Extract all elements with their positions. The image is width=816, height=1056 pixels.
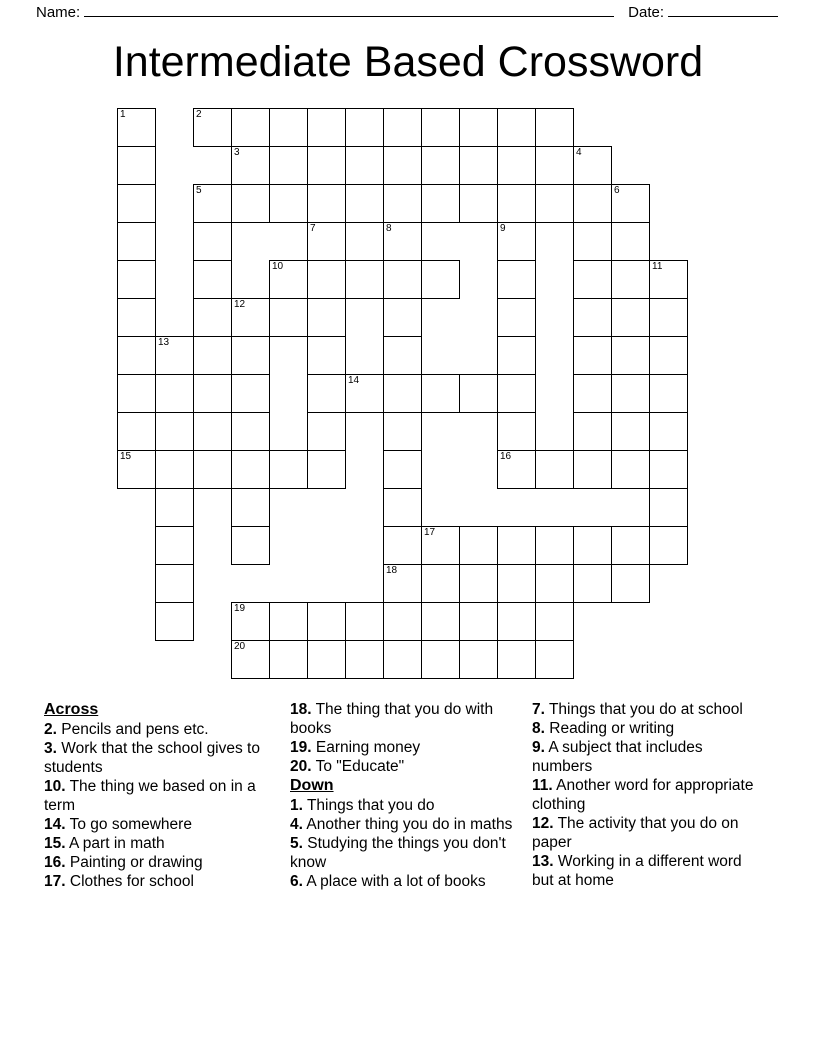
grid-cell[interactable] — [649, 412, 688, 451]
grid-cell[interactable] — [649, 374, 688, 413]
date-blank-line[interactable] — [668, 4, 778, 17]
clue-number: 4. — [290, 816, 303, 833]
grid-cell[interactable] — [383, 298, 422, 337]
grid-cell[interactable] — [535, 640, 574, 679]
grid-cell[interactable] — [421, 374, 460, 413]
grid-cell[interactable] — [117, 222, 156, 261]
clue-number: 11. — [532, 777, 553, 794]
grid-cell[interactable] — [649, 336, 688, 375]
grid-cell[interactable] — [383, 602, 422, 641]
clue-down-4 — [290, 815, 518, 834]
grid-cell[interactable] — [383, 184, 422, 223]
grid-cell[interactable] — [193, 260, 232, 299]
clue-text: To "Educate" — [315, 758, 405, 775]
grid-cell[interactable] — [573, 336, 612, 375]
grid-cell[interactable] — [231, 298, 270, 337]
clue-text: Studying the things you don't know — [290, 835, 506, 871]
grid-cell[interactable] — [345, 640, 384, 679]
grid-cell[interactable] — [307, 146, 346, 185]
grid-cell-number: 4 — [576, 147, 582, 158]
grid-cell[interactable] — [117, 298, 156, 337]
grid-cell[interactable] — [459, 146, 498, 185]
grid-cell[interactable] — [231, 450, 270, 489]
clue-number: 3. — [44, 740, 57, 757]
across-heading: Across — [44, 701, 99, 718]
clue-number: 8. — [532, 720, 545, 737]
grid-cell[interactable] — [193, 184, 232, 223]
clue-down-6 — [290, 872, 518, 891]
grid-cell[interactable] — [535, 108, 574, 147]
grid-cell[interactable] — [117, 336, 156, 375]
grid-cell[interactable] — [155, 602, 194, 641]
grid-cell[interactable] — [459, 564, 498, 603]
clue-across-20 — [290, 757, 518, 776]
clue-across-2 — [44, 720, 276, 739]
grid-cell[interactable] — [117, 412, 156, 451]
clue-across-19 — [290, 738, 518, 757]
grid-cell[interactable] — [649, 298, 688, 337]
grid-cell[interactable] — [611, 374, 650, 413]
grid-cell-number: 8 — [386, 223, 392, 234]
grid-cell[interactable] — [269, 146, 308, 185]
grid-cell[interactable] — [421, 602, 460, 641]
grid-cell[interactable] — [155, 374, 194, 413]
grid-cell[interactable] — [573, 526, 612, 565]
grid-cell[interactable] — [497, 260, 536, 299]
grid-cell[interactable] — [307, 602, 346, 641]
clue-number: 14. — [44, 816, 66, 833]
grid-cell[interactable] — [193, 222, 232, 261]
grid-cell-number: 20 — [234, 641, 246, 652]
clue-text: Earning money — [315, 739, 421, 756]
clue-number: 5. — [290, 835, 303, 852]
grid-cell-number: 18 — [386, 565, 398, 576]
name-label: Name: — [36, 4, 81, 21]
grid-cell[interactable] — [497, 108, 536, 147]
grid-cell[interactable] — [193, 108, 232, 147]
clue-number: 12. — [532, 815, 554, 832]
clue-number: 9. — [532, 739, 545, 756]
clue-number: 17. — [44, 873, 66, 890]
grid-cell[interactable] — [611, 450, 650, 489]
grid-cell[interactable] — [459, 640, 498, 679]
grid-cell[interactable] — [307, 640, 346, 679]
grid-cell[interactable] — [497, 374, 536, 413]
grid-cell[interactable] — [535, 146, 574, 185]
grid-cell-number: 13 — [158, 337, 170, 348]
grid-cell[interactable] — [459, 602, 498, 641]
grid-cell[interactable] — [155, 336, 194, 375]
grid-cell[interactable] — [421, 184, 460, 223]
clue-number: 1. — [290, 797, 303, 814]
grid-cell-number: 10 — [272, 261, 284, 272]
grid-cell[interactable] — [269, 602, 308, 641]
grid-cell-number: 6 — [614, 185, 620, 196]
grid-cell-number: 5 — [196, 185, 202, 196]
grid-cell[interactable] — [497, 336, 536, 375]
clue-text: The thing that you do with books — [290, 701, 494, 737]
page-title: Intermediate Based Crossword — [112, 38, 704, 86]
grid-cell[interactable] — [611, 184, 650, 223]
down-heading: Down — [290, 777, 334, 794]
clue-number: 20. — [290, 758, 312, 775]
clue-number: 19. — [290, 739, 312, 756]
grid-cell[interactable] — [383, 450, 422, 489]
grid-cell[interactable] — [117, 108, 156, 147]
grid-cell[interactable] — [573, 450, 612, 489]
grid-cell[interactable] — [383, 412, 422, 451]
grid-cell[interactable] — [345, 260, 384, 299]
grid-cell[interactable] — [345, 184, 384, 223]
grid-cell[interactable] — [611, 336, 650, 375]
grid-cell[interactable] — [611, 564, 650, 603]
grid-cell[interactable] — [421, 146, 460, 185]
grid-cell[interactable] — [307, 450, 346, 489]
grid-cell[interactable] — [193, 412, 232, 451]
clue-number: 6. — [290, 873, 303, 890]
grid-cell[interactable] — [231, 526, 270, 565]
grid-cell[interactable] — [345, 146, 384, 185]
grid-cell[interactable] — [649, 526, 688, 565]
grid-cell-number: 16 — [500, 451, 512, 462]
grid-cell[interactable] — [383, 222, 422, 261]
clues-column-1 — [44, 700, 276, 891]
grid-cell-number: 14 — [348, 375, 360, 386]
grid-cell-number: 11 — [652, 261, 663, 272]
grid-cell[interactable] — [269, 640, 308, 679]
grid-cell[interactable] — [383, 108, 422, 147]
grid-cell[interactable] — [345, 108, 384, 147]
grid-cell[interactable] — [421, 108, 460, 147]
grid-cell[interactable] — [231, 374, 270, 413]
grid-cell[interactable] — [231, 412, 270, 451]
clue-down-7 — [532, 700, 764, 719]
clue-text: Things that you do — [306, 797, 435, 814]
clue-number: 16. — [44, 854, 66, 871]
grid-cell-number: 9 — [500, 223, 506, 234]
grid-cell-number: 1 — [120, 109, 126, 120]
clue-across-15 — [44, 834, 276, 853]
crossword-grid[interactable] — [117, 108, 701, 692]
clue-text: Working in a different word but at home — [532, 853, 742, 889]
grid-cell[interactable] — [459, 184, 498, 223]
grid-cell[interactable] — [535, 526, 574, 565]
grid-cell[interactable] — [383, 260, 422, 299]
grid-cell[interactable] — [497, 222, 536, 261]
clue-across-3 — [44, 739, 276, 777]
grid-cell[interactable] — [459, 526, 498, 565]
grid-cell[interactable] — [459, 374, 498, 413]
grid-cell[interactable] — [573, 564, 612, 603]
grid-cell[interactable] — [421, 564, 460, 603]
clue-down-5 — [290, 834, 518, 872]
clue-down-8 — [532, 719, 764, 738]
grid-cell[interactable] — [573, 222, 612, 261]
grid-cell[interactable] — [307, 222, 346, 261]
grid-cell[interactable] — [535, 450, 574, 489]
clue-text: A part in math — [69, 835, 165, 852]
grid-cell[interactable] — [231, 602, 270, 641]
grid-cell[interactable] — [497, 412, 536, 451]
clue-text: To go somewhere — [69, 816, 192, 833]
grid-cell[interactable] — [307, 260, 346, 299]
grid-cell[interactable] — [459, 108, 498, 147]
clue-text: Painting or drawing — [69, 854, 203, 871]
grid-cell[interactable] — [155, 488, 194, 527]
grid-cell[interactable] — [269, 450, 308, 489]
clue-text: Work that the school gives to students — [44, 740, 260, 776]
grid-cell[interactable] — [497, 640, 536, 679]
grid-cell[interactable] — [231, 336, 270, 375]
grid-cell[interactable] — [497, 564, 536, 603]
grid-cell[interactable] — [345, 374, 384, 413]
grid-cell[interactable] — [117, 260, 156, 299]
grid-cell[interactable] — [611, 222, 650, 261]
grid-cell[interactable] — [573, 260, 612, 299]
grid-cell[interactable] — [155, 564, 194, 603]
grid-cell[interactable] — [193, 374, 232, 413]
grid-cell[interactable] — [231, 108, 270, 147]
grid-cell[interactable] — [497, 450, 536, 489]
grid-cell[interactable] — [497, 526, 536, 565]
clue-text: Reading or writing — [549, 720, 675, 737]
grid-cell[interactable] — [231, 488, 270, 527]
grid-cell[interactable] — [269, 260, 308, 299]
grid-cell[interactable] — [649, 450, 688, 489]
grid-cell[interactable] — [573, 146, 612, 185]
clues-section — [44, 700, 780, 891]
grid-cell[interactable] — [383, 564, 422, 603]
grid-cell[interactable] — [383, 374, 422, 413]
grid-cell[interactable] — [383, 146, 422, 185]
clue-down-9 — [532, 738, 764, 776]
name-blank-line[interactable] — [84, 4, 614, 17]
clue-down-13 — [532, 852, 764, 890]
grid-cell[interactable] — [649, 260, 688, 299]
grid-cell[interactable] — [497, 146, 536, 185]
grid-cell-number: 7 — [310, 223, 316, 234]
clue-number: 13. — [532, 853, 554, 870]
grid-cell[interactable] — [421, 260, 460, 299]
clue-text: Things that you do at school — [548, 701, 743, 718]
clue-down-12 — [532, 814, 764, 852]
grid-cell[interactable] — [573, 184, 612, 223]
grid-cell[interactable] — [383, 488, 422, 527]
grid-cell[interactable] — [307, 412, 346, 451]
grid-cell[interactable] — [117, 450, 156, 489]
grid-cell-number: 15 — [120, 451, 132, 462]
grid-cell[interactable] — [193, 450, 232, 489]
grid-cell[interactable] — [307, 108, 346, 147]
clue-number: 10. — [44, 778, 66, 795]
clue-number: 18. — [290, 701, 312, 718]
clues-column-3 — [532, 700, 764, 891]
clue-across-14 — [44, 815, 276, 834]
grid-cell[interactable] — [535, 184, 574, 223]
grid-cell[interactable] — [155, 526, 194, 565]
clue-text: The thing we based on in a term — [44, 778, 256, 814]
grid-cell[interactable] — [117, 184, 156, 223]
grid-cell[interactable] — [611, 260, 650, 299]
grid-cell[interactable] — [535, 602, 574, 641]
grid-cell[interactable] — [231, 184, 270, 223]
clue-across-17 — [44, 872, 276, 891]
grid-cell[interactable] — [193, 336, 232, 375]
grid-cell[interactable] — [573, 374, 612, 413]
grid-cell[interactable] — [269, 298, 308, 337]
grid-cell[interactable] — [573, 412, 612, 451]
grid-cell[interactable] — [497, 184, 536, 223]
grid-cell[interactable] — [231, 146, 270, 185]
grid-cell[interactable] — [155, 412, 194, 451]
clue-text: The activity that you do on paper — [532, 815, 739, 851]
grid-cell[interactable] — [269, 184, 308, 223]
clues-column-2 — [290, 700, 518, 891]
clue-down-11 — [532, 776, 764, 814]
clue-across-16 — [44, 853, 276, 872]
grid-cell[interactable] — [421, 526, 460, 565]
grid-cell[interactable] — [611, 526, 650, 565]
grid-cell[interactable] — [497, 602, 536, 641]
grid-cell[interactable] — [307, 374, 346, 413]
grid-cell-number: 12 — [234, 299, 246, 310]
grid-cell[interactable] — [611, 298, 650, 337]
grid-cell[interactable] — [307, 298, 346, 337]
clue-across-18 — [290, 700, 518, 738]
grid-cell[interactable] — [231, 640, 270, 679]
clue-text: A place with a lot of books — [306, 873, 486, 890]
date-label: Date: — [628, 4, 664, 21]
grid-cell[interactable] — [611, 412, 650, 451]
clue-across-10 — [44, 777, 276, 815]
grid-cell[interactable] — [345, 602, 384, 641]
grid-cell[interactable] — [535, 564, 574, 603]
clue-down-1 — [290, 796, 518, 815]
name-date-line — [36, 4, 780, 21]
grid-cell[interactable] — [307, 336, 346, 375]
clue-text: A subject that includes numbers — [532, 739, 703, 775]
clue-text: Another word for appropriate clothing — [532, 777, 754, 813]
grid-cell[interactable] — [193, 298, 232, 337]
grid-cell-number: 3 — [234, 147, 240, 158]
clue-text: Another thing you do in maths — [306, 816, 513, 833]
grid-cell-number: 2 — [196, 109, 202, 120]
grid-cell[interactable] — [573, 298, 612, 337]
grid-cell[interactable] — [383, 526, 422, 565]
grid-cell-number: 17 — [424, 527, 436, 538]
grid-cell[interactable] — [421, 640, 460, 679]
grid-cell[interactable] — [383, 336, 422, 375]
grid-cell[interactable] — [269, 108, 308, 147]
clue-number: 2. — [44, 721, 57, 738]
grid-cell[interactable] — [497, 298, 536, 337]
clue-text: Pencils and pens etc. — [61, 721, 209, 738]
clue-text: Clothes for school — [69, 873, 194, 890]
grid-cell[interactable] — [117, 146, 156, 185]
grid-cell-number: 19 — [234, 603, 246, 614]
grid-cell[interactable] — [307, 184, 346, 223]
clue-number: 15. — [44, 835, 66, 852]
grid-cell[interactable] — [117, 374, 156, 413]
grid-cell[interactable] — [155, 450, 194, 489]
clue-number: 7. — [532, 701, 545, 718]
grid-cell[interactable] — [649, 488, 688, 527]
grid-cell[interactable] — [383, 640, 422, 679]
